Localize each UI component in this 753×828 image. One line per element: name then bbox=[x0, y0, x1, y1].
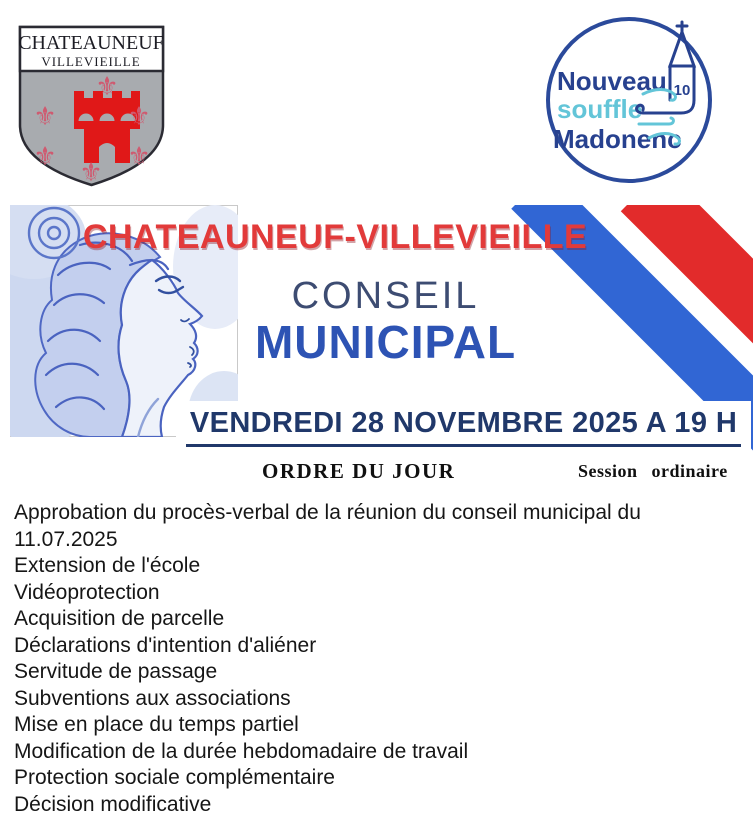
svg-text:⚜: ⚜ bbox=[33, 102, 57, 132]
banner-heading-conseil: CONSEIL bbox=[291, 275, 480, 317]
shield-title-line1: CHATEAUNEUF bbox=[18, 32, 164, 54]
svg-text:⚜: ⚜ bbox=[127, 142, 151, 172]
shield-title-line2: VILLEVIEILLE bbox=[41, 54, 141, 69]
agenda-item: Mise en place du temps partiel bbox=[14, 713, 299, 736]
agenda-item: Vidéoprotection bbox=[14, 580, 160, 604]
agenda-item: Approbation du procès-verbal de la réunion du conseil municipal du 11.07.2025 bbox=[14, 501, 641, 551]
agenda-list bbox=[14, 500, 730, 818]
svg-text:⚜: ⚜ bbox=[79, 158, 103, 187]
svg-text:⚜: ⚜ bbox=[33, 142, 57, 172]
agenda-item: Servitude de passage bbox=[14, 660, 218, 683]
agenda-item: Déclarations d'intention d'aliéner bbox=[14, 633, 317, 657]
logo-word-souffle: souffle bbox=[557, 94, 643, 124]
session-type-label: Session ordinaire bbox=[578, 461, 728, 481]
meeting-date: VENDREDI 28 NOVEMBRE 2025 A 19 H bbox=[186, 401, 741, 447]
banner bbox=[10, 205, 753, 455]
svg-text:⚜: ⚜ bbox=[95, 72, 119, 102]
bell-number: 10 bbox=[673, 82, 691, 99]
banner-heading bbox=[238, 275, 533, 368]
meeting-date-box bbox=[176, 401, 751, 455]
agenda-item: Extension de l'école bbox=[14, 554, 201, 577]
agenda-heading: ORDRE DU JOUR bbox=[262, 459, 456, 483]
banner-heading-municipal: MUNICIPAL bbox=[254, 315, 517, 368]
logo-word-nouveau: Nouveau bbox=[557, 66, 667, 96]
agenda-item: Protection sociale complémentaire bbox=[14, 766, 335, 789]
svg-text:⚜: ⚜ bbox=[127, 102, 151, 132]
agenda-item: Subventions aux associations bbox=[14, 686, 291, 710]
banner-commune-title: CHATEAUNEUF-VILLEVIEILLE bbox=[82, 218, 588, 256]
nouveau-souffle-logo bbox=[543, 14, 715, 186]
logo-word-madonenc: Madonenc bbox=[553, 124, 682, 154]
agenda-item: Modification de la durée hebdomadaire de travail bbox=[14, 739, 469, 763]
coat-of-arms bbox=[18, 25, 165, 187]
agenda-item: Acquisition de parcelle bbox=[14, 607, 225, 630]
agenda-item: Décision modificative bbox=[14, 792, 212, 816]
